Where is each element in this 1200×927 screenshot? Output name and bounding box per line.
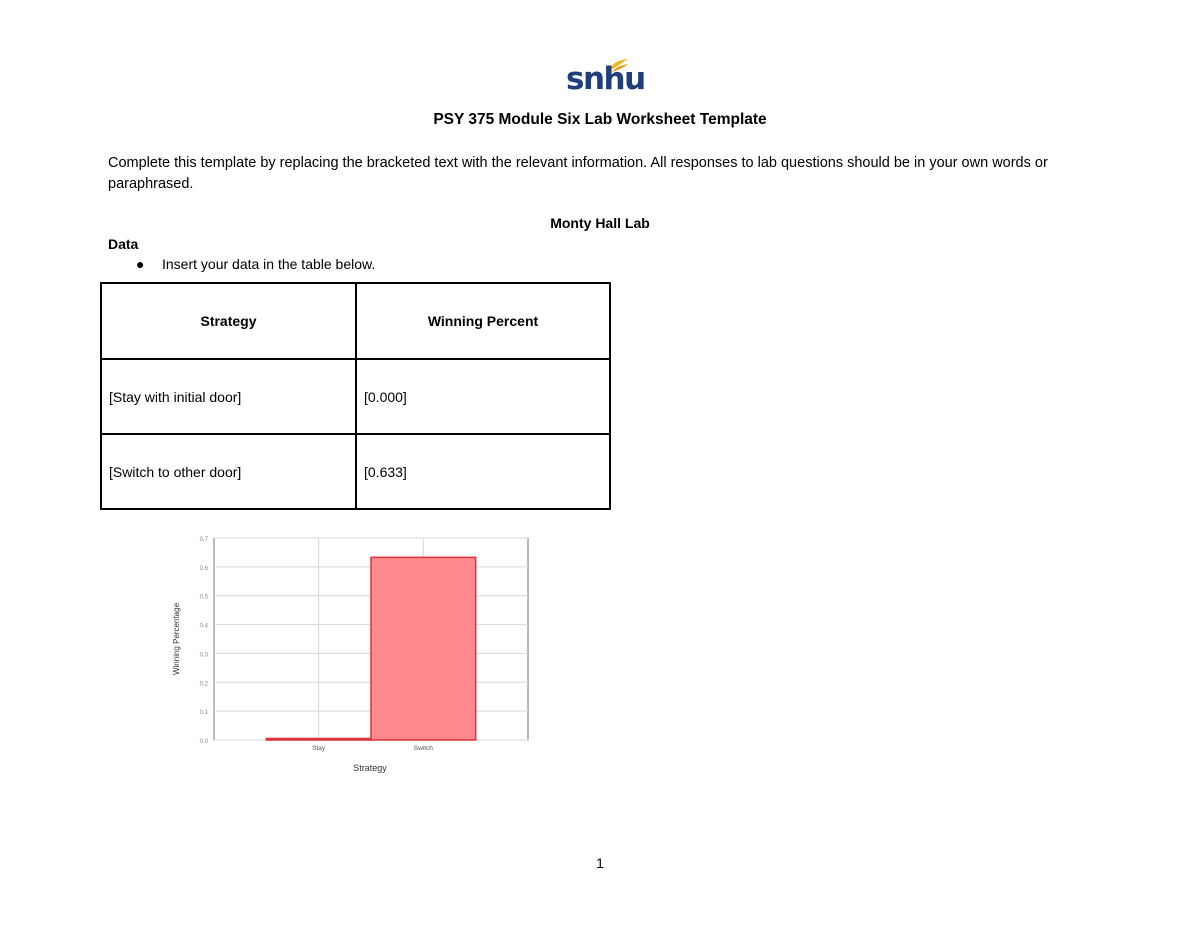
x-tick-label: Stay bbox=[312, 745, 326, 752]
cell-strategy: [Stay with initial door] bbox=[101, 359, 356, 434]
cell-winning-percent: [0.000] bbox=[356, 359, 610, 434]
bar-switch bbox=[371, 557, 476, 740]
intro-paragraph: Complete this template by replacing the bracketed text with the relevant information. All responses to lab questions should be in your own words or paraphrased. bbox=[108, 155, 1048, 192]
y-tick-label: 0.1 bbox=[199, 710, 208, 717]
cell-strategy: [Switch to other door] bbox=[101, 434, 356, 509]
data-table bbox=[100, 282, 611, 510]
y-axis-label: Winning Percentage bbox=[172, 602, 181, 676]
y-tick-label: 0.3 bbox=[199, 652, 208, 659]
page-number: 1 bbox=[596, 855, 604, 871]
lab-heading: Monty Hall Lab bbox=[550, 215, 650, 231]
header-winning-percent: Winning Percent bbox=[356, 283, 610, 359]
bar-stay bbox=[266, 739, 371, 741]
bullet-item bbox=[136, 256, 375, 272]
cell-winning-percent: [0.633] bbox=[356, 434, 610, 509]
x-axis-label: Strategy bbox=[353, 763, 387, 773]
document-title: PSY 375 Module Six Lab Worksheet Template bbox=[433, 111, 767, 128]
table-row bbox=[101, 434, 610, 509]
y-tick-label: 0.5 bbox=[199, 594, 208, 601]
x-tick-label: Switch bbox=[413, 745, 433, 752]
logo-text: snhu bbox=[566, 61, 645, 97]
data-heading: Data bbox=[108, 236, 139, 252]
snhu-logo bbox=[566, 58, 645, 102]
y-tick-label: 0.7 bbox=[199, 537, 208, 543]
table-header-row bbox=[101, 283, 610, 359]
y-tick-label: 0.0 bbox=[199, 739, 208, 745]
bullet-icon: ● bbox=[136, 256, 145, 272]
y-tick-label: 0.2 bbox=[199, 681, 208, 688]
table-row bbox=[101, 359, 610, 434]
bullet-text: Insert your data in the table below. bbox=[162, 256, 376, 272]
y-tick-label: 0.4 bbox=[199, 623, 208, 630]
y-tick-label: 0.6 bbox=[199, 565, 208, 572]
bar-chart bbox=[160, 530, 540, 780]
header-strategy: Strategy bbox=[101, 283, 356, 359]
